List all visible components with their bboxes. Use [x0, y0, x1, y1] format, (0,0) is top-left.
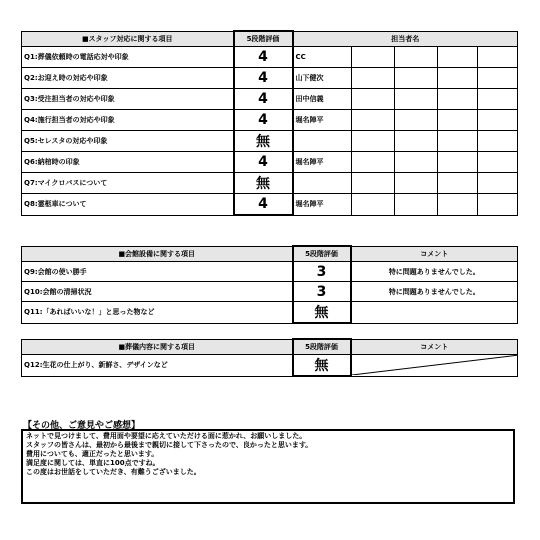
table-row [22, 47, 518, 68]
diagonal-slash [352, 355, 518, 375]
funeral-header-item: ■葬儀内容に関する項目 [22, 339, 293, 355]
question-label: Q11:「あればいいな！」と思った物など [22, 302, 293, 324]
funeral-header-score: 5段階評価 [293, 339, 351, 355]
table-row [22, 282, 518, 302]
staff-header-score: 5段階評価 [234, 31, 293, 47]
question-label: Q2:お迎え時の対応や印象 [22, 68, 234, 89]
score-cell: 4 [234, 194, 293, 216]
score-cell: 4 [234, 152, 293, 173]
question-label: Q10:会館の清掃状況 [22, 282, 293, 302]
comment-cell: 特に問題ありませんでした。 [351, 262, 518, 282]
person-cell: 田中信義 [293, 89, 352, 110]
score-cell: 4 [234, 47, 293, 68]
score-cell: 4 [234, 89, 293, 110]
question-label: Q5:セレスタの対応や印象 [22, 131, 234, 152]
comment-line: 満足度に関しては、単直に100点ですね。 [26, 459, 160, 467]
staff-header-item: ■スタッフ対応に関する項目 [22, 31, 234, 47]
question-label: Q7:マイクロバスについて [22, 173, 234, 194]
table-row [22, 152, 518, 173]
table-row [22, 194, 518, 216]
person-cell: 堀名陣平 [293, 110, 352, 131]
question-label: Q3:受注担当者の対応や印象 [22, 89, 234, 110]
table-row [22, 262, 518, 282]
table-row [22, 173, 518, 194]
score-cell: 無 [234, 173, 293, 194]
question-label: Q8:霊柩車について [22, 194, 234, 216]
question-label: Q6:納棺時の印象 [22, 152, 234, 173]
score-cell: 3 [293, 262, 351, 282]
staff-header-person: 担当者名 [293, 31, 518, 47]
comment-line: この度はお世話をしていただき、有難うございました。 [26, 468, 201, 476]
facility-header-comment: コメント [351, 246, 518, 262]
person-cell: 堀名陣平 [293, 194, 352, 216]
comment-cell [351, 302, 518, 324]
score-cell: 無 [293, 355, 351, 377]
table-row [22, 110, 518, 131]
score-cell: 4 [234, 68, 293, 89]
comment-line: 費用についても、適正だったと思います。 [26, 450, 159, 458]
table-row [22, 68, 518, 89]
facility-header-score: 5段階評価 [293, 246, 351, 262]
funeral-header-comment: コメント [351, 339, 518, 355]
question-label: Q12:生花の仕上がり、新鮮さ、デザインなど [22, 355, 293, 377]
funeral-evaluation-table [21, 338, 518, 377]
comment-cell [351, 355, 518, 377]
other-comments-box [21, 429, 515, 504]
staff-evaluation-table [21, 30, 518, 216]
score-cell: 4 [234, 110, 293, 131]
person-cell: 山下健次 [293, 68, 352, 89]
person-cell [293, 131, 352, 152]
question-label: Q1:葬儀依頼時の電話応対や印象 [22, 47, 234, 68]
score-cell: 無 [293, 302, 351, 324]
comment-line: スタッフの皆さんは、最初から最後まで親切に接して下さったので、良かったと思います。 [26, 441, 313, 449]
facility-evaluation-table [21, 245, 518, 324]
question-label: Q4:施行担当者の対応や印象 [22, 110, 234, 131]
person-cell [293, 173, 352, 194]
question-label: Q9:会館の使い勝手 [22, 262, 293, 282]
table-row [22, 131, 518, 152]
table-row [22, 89, 518, 110]
other-comments-title: 【その他、ご意見やご感想】 [23, 421, 141, 431]
person-cell: CC [293, 47, 352, 68]
facility-header-item: ■会館設備に関する項目 [22, 246, 293, 262]
table-row [22, 355, 518, 377]
score-cell: 無 [234, 131, 293, 152]
comment-cell: 特に問題ありませんでした。 [351, 282, 518, 302]
comment-line: ネットで見つけまして、費用面や要望に応えていただける面に惹かれ、お願いしました。 [26, 432, 307, 440]
score-cell: 3 [293, 282, 351, 302]
table-row [22, 302, 518, 324]
person-cell: 堀名陣平 [293, 152, 352, 173]
